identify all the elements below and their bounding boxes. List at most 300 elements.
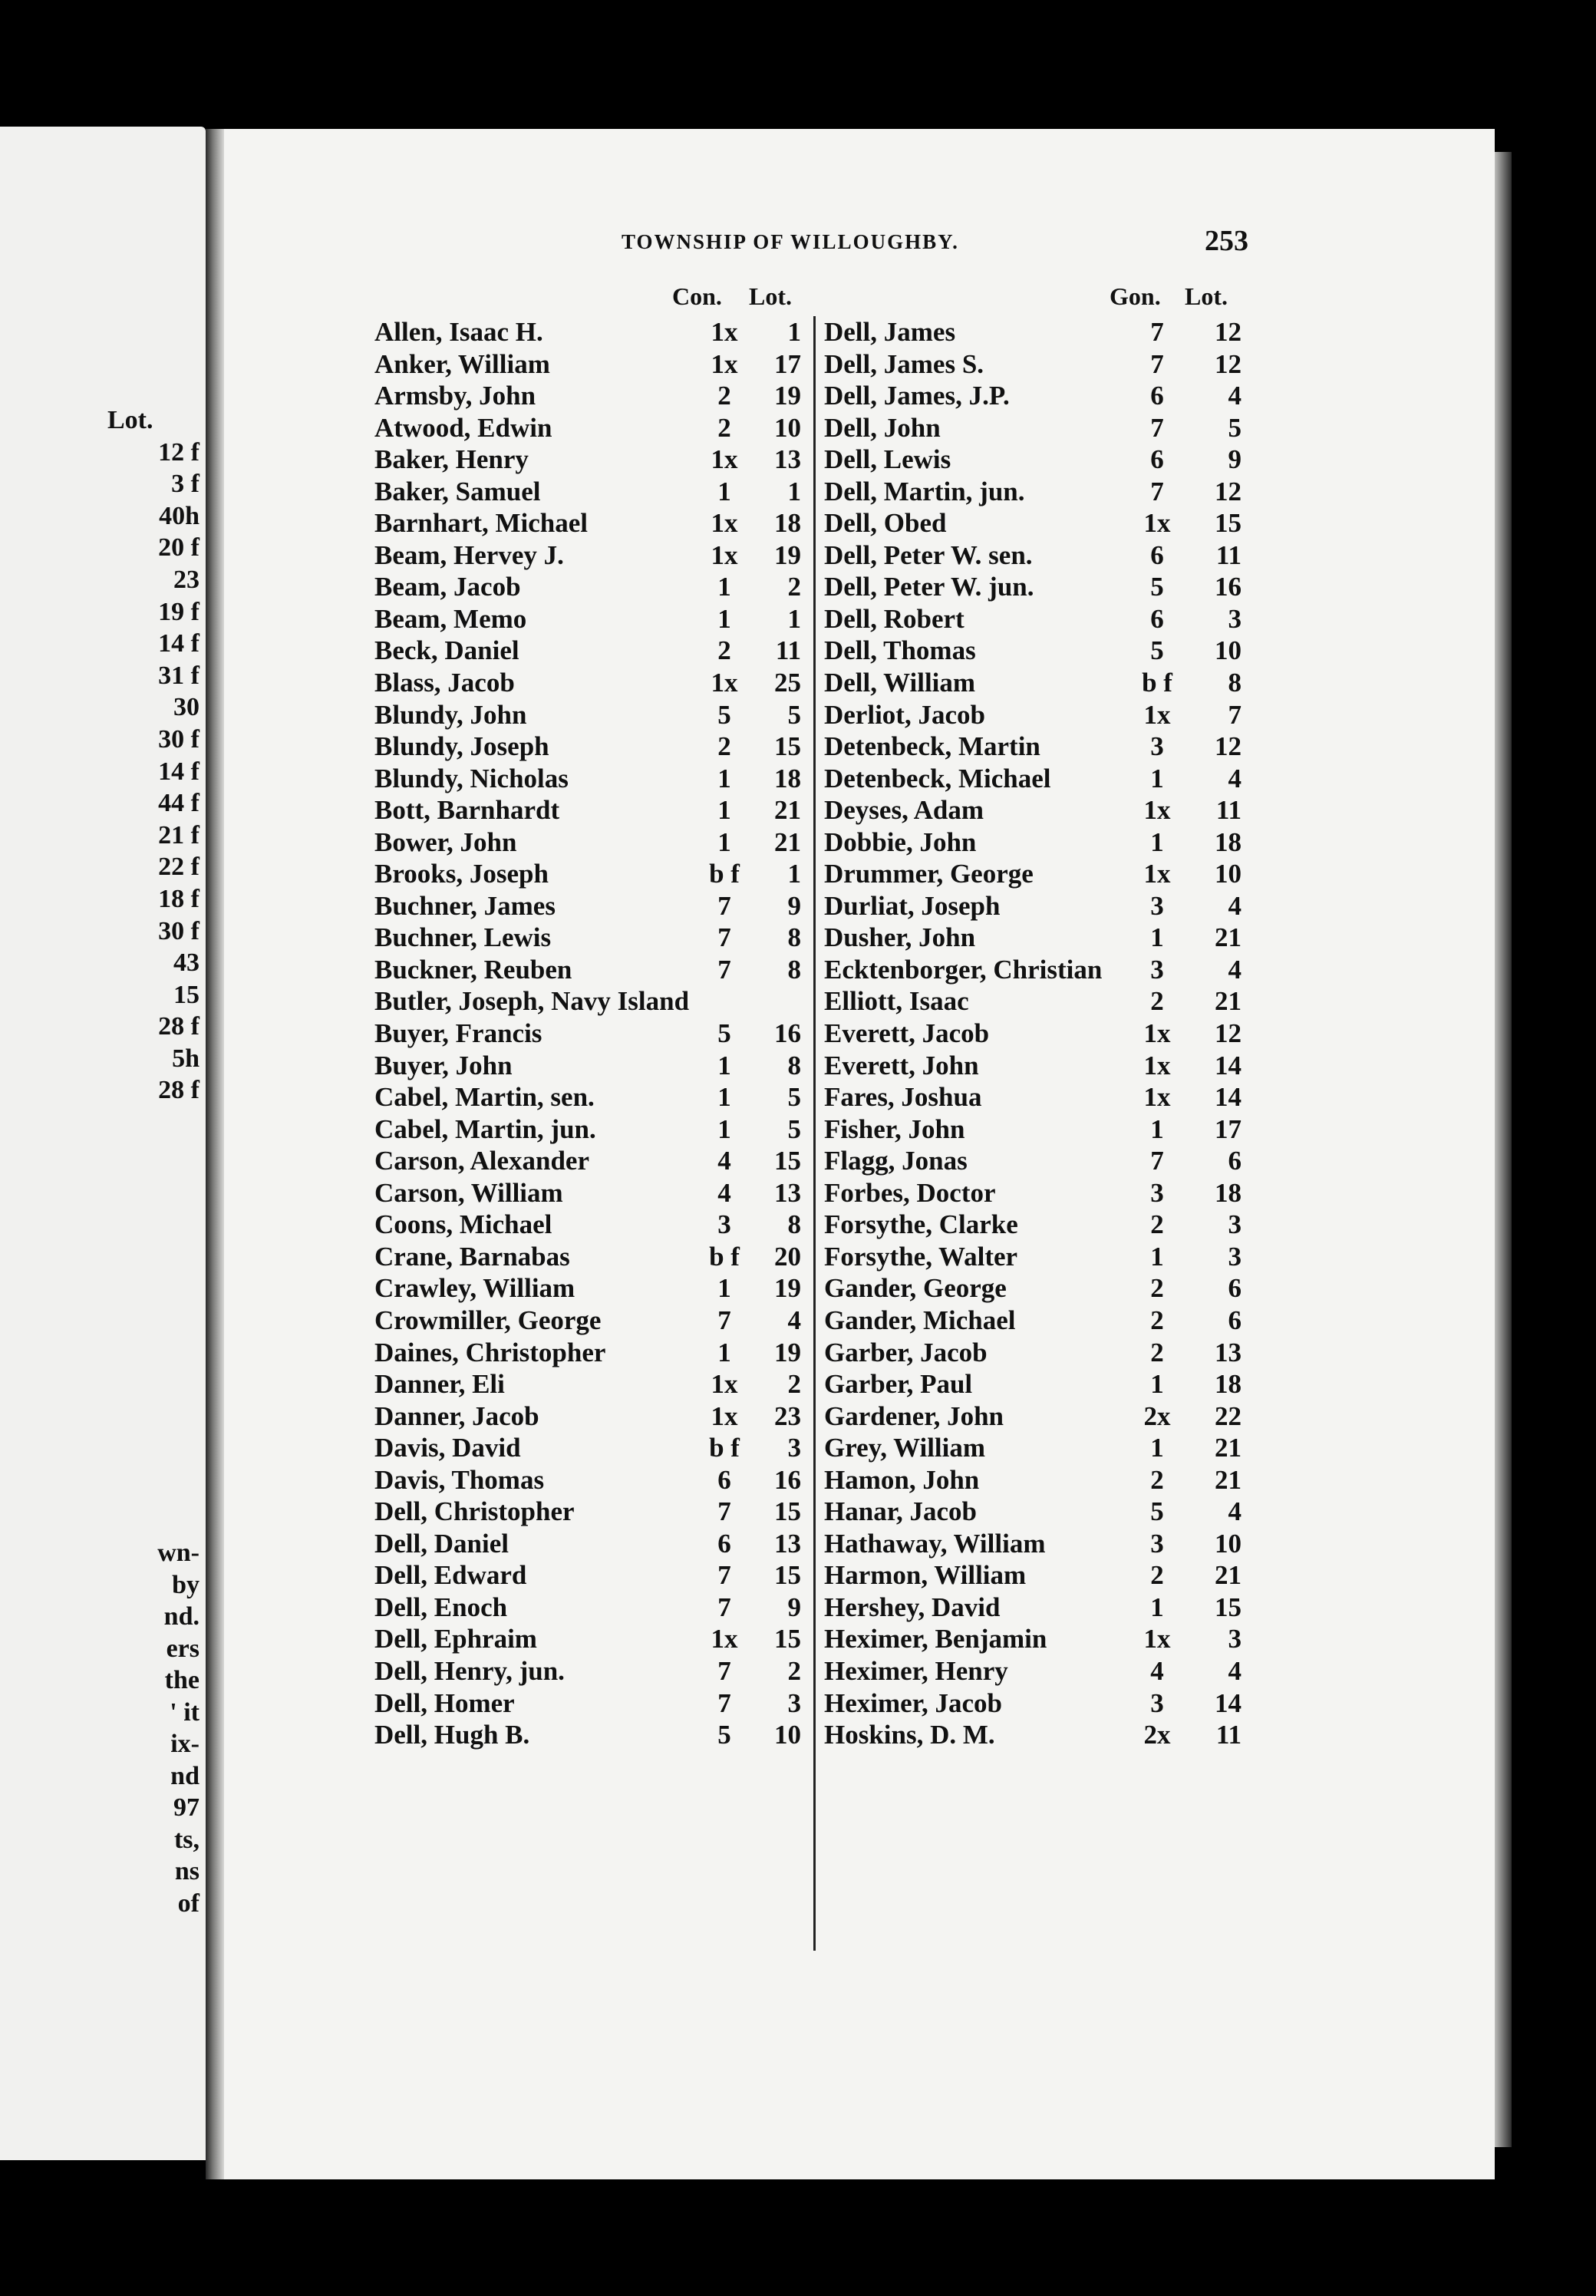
table-row xyxy=(374,1209,818,1241)
lot-value: 12 xyxy=(1215,1018,1242,1049)
table-row xyxy=(374,1655,818,1687)
table-row xyxy=(374,794,818,826)
concession-value: 1x xyxy=(1143,859,1171,889)
lot-value: 12 xyxy=(1215,317,1242,347)
table-row xyxy=(824,1018,1261,1050)
concession-value: 7 xyxy=(1150,476,1164,506)
lot-value: 20 xyxy=(774,1241,801,1272)
left-page-text-fragment: by xyxy=(172,1570,200,1599)
lot-value: 9 xyxy=(787,890,801,921)
concession-value: 1 xyxy=(1150,1113,1164,1144)
left-page-text-fragment: wn- xyxy=(157,1539,200,1567)
table-row xyxy=(374,1368,818,1400)
resident-name: Hamon, John xyxy=(824,1464,980,1495)
concession-value: 1x xyxy=(1143,1082,1171,1113)
concession-value: 1 xyxy=(717,476,731,506)
table-row xyxy=(374,635,818,667)
lot-header: Lot. xyxy=(1185,282,1228,310)
concession-value: 2x xyxy=(1143,1400,1171,1431)
concession-value: 1x xyxy=(1143,699,1171,730)
lot-value: 5 xyxy=(787,1082,801,1113)
resident-name: Hershey, David xyxy=(824,1592,1001,1622)
table-row xyxy=(824,1272,1261,1305)
lot-value: 19 xyxy=(774,381,801,411)
left-page-lot-header: Lot. xyxy=(107,406,153,434)
resident-name: Forbes, Doctor xyxy=(824,1177,996,1208)
concession-value: 2 xyxy=(1150,1209,1164,1240)
concession-value: 7 xyxy=(717,1687,731,1718)
resident-name: Baker, Samuel xyxy=(374,476,541,506)
lot-value: 10 xyxy=(1215,635,1242,666)
resident-name: Armsby, John xyxy=(374,381,536,411)
lot-value: 15 xyxy=(774,1624,801,1654)
table-row xyxy=(824,316,1261,348)
right-column-rows xyxy=(824,316,1261,1751)
table-row xyxy=(824,1145,1261,1177)
lot-value: 3 xyxy=(1228,603,1242,634)
left-page-lot-value: 40h xyxy=(159,501,200,530)
lot-value: 25 xyxy=(774,668,801,698)
left-page-lot-value: 18 f xyxy=(158,884,200,913)
concession-value: 4 xyxy=(717,1146,731,1176)
resident-name: Crawley, William xyxy=(374,1273,575,1304)
table-row xyxy=(374,507,818,539)
lot-value: 18 xyxy=(774,508,801,539)
concession-value: 1 xyxy=(717,795,731,826)
concession-value: 6 xyxy=(1150,381,1164,411)
right-column xyxy=(824,282,1261,1751)
resident-name: Everett, Jacob xyxy=(824,1018,990,1049)
resident-name: Hanar, Jacob xyxy=(824,1496,978,1527)
lot-value: 3 xyxy=(787,1687,801,1718)
table-row xyxy=(824,858,1261,890)
left-page-lot-value: 30 f xyxy=(158,724,200,754)
table-row xyxy=(824,1337,1261,1369)
table-row xyxy=(374,699,818,731)
resident-name: Harmon, William xyxy=(824,1560,1027,1591)
concession-value: 1x xyxy=(1143,1018,1171,1049)
concession-value: 7 xyxy=(1150,412,1164,443)
concession-value: 1x xyxy=(1143,1624,1171,1654)
lot-value: 1 xyxy=(787,476,801,506)
table-row xyxy=(374,1464,818,1496)
left-page-text-fragment: ts, xyxy=(173,1825,200,1854)
resident-name: Crowmiller, George xyxy=(374,1305,602,1335)
table-row xyxy=(374,858,818,890)
left-page-lot-value: 30 xyxy=(173,693,200,722)
lot-value: 4 xyxy=(1228,763,1242,793)
concession-value: 2 xyxy=(717,731,731,762)
concession-value: 3 xyxy=(1150,954,1164,985)
concession-value: 2 xyxy=(1150,1273,1164,1304)
lot-value: 10 xyxy=(1215,859,1242,889)
concession-value: 1 xyxy=(717,603,731,634)
resident-name: Dell, Lewis xyxy=(824,444,951,475)
resident-name: Dell, James, J.P. xyxy=(824,381,1010,411)
table-row xyxy=(374,1400,818,1433)
resident-name: Buyer, John xyxy=(374,1050,513,1080)
concession-value: 1 xyxy=(1150,1241,1164,1272)
left-page-lot-value: 23 xyxy=(173,565,200,594)
concession-value: 5 xyxy=(1150,635,1164,666)
concession-value: 3 xyxy=(717,1209,731,1240)
lot-value: 8 xyxy=(1228,668,1242,698)
left-page-lot-value: 19 f xyxy=(158,597,200,626)
table-row xyxy=(824,922,1261,954)
lot-value: 6 xyxy=(1228,1305,1242,1335)
concession-value: 1x xyxy=(1143,508,1171,539)
resident-name: Allen, Isaac H. xyxy=(374,317,543,347)
lot-value: 21 xyxy=(774,795,801,826)
lot-value: 3 xyxy=(1228,1241,1242,1272)
resident-name: Grey, William xyxy=(824,1433,986,1463)
table-row xyxy=(374,1496,818,1528)
resident-name: Brooks, Joseph xyxy=(374,859,549,889)
lot-value: 1 xyxy=(787,317,801,347)
table-row xyxy=(374,1081,818,1113)
lot-value: 11 xyxy=(1215,539,1242,570)
lot-value: 8 xyxy=(787,1050,801,1080)
concession-value: 2 xyxy=(1150,986,1164,1017)
table-row xyxy=(374,985,818,1018)
resident-name: Heximer, Benjamin xyxy=(824,1624,1047,1654)
table-row xyxy=(374,1272,818,1305)
resident-name: Davis, David xyxy=(374,1433,521,1463)
lot-value: 15 xyxy=(774,1146,801,1176)
resident-name: Anker, William xyxy=(374,348,550,379)
resident-name: Carson, Alexander xyxy=(374,1146,589,1176)
table-row xyxy=(824,1305,1261,1337)
table-row xyxy=(824,1400,1261,1433)
concession-value: 2 xyxy=(1150,1464,1164,1495)
lot-value: 17 xyxy=(1215,1113,1242,1144)
lot-value: 12 xyxy=(1215,731,1242,762)
concession-value: 1 xyxy=(717,763,731,793)
resident-name: Beam, Memo xyxy=(374,603,527,634)
table-row xyxy=(824,1209,1261,1241)
resident-name: Fisher, John xyxy=(824,1113,965,1144)
left-page-lot-list xyxy=(107,437,200,1107)
table-row xyxy=(374,1018,818,1050)
concession-value: 1x xyxy=(1143,795,1171,826)
concession-value: 1 xyxy=(1150,1369,1164,1400)
resident-name: Forsythe, Clarke xyxy=(824,1209,1018,1240)
resident-name: Drummer, George xyxy=(824,859,1034,889)
lot-value: 11 xyxy=(775,635,801,666)
lot-value: 8 xyxy=(787,922,801,953)
lot-value: 15 xyxy=(774,1560,801,1591)
table-row xyxy=(824,539,1261,572)
lot-value: 10 xyxy=(774,412,801,443)
table-row xyxy=(824,890,1261,922)
table-row xyxy=(824,348,1261,381)
table-row xyxy=(374,1687,818,1720)
table-row xyxy=(374,1177,818,1209)
left-page-fragment-list xyxy=(107,1537,200,1919)
table-row xyxy=(374,412,818,444)
concession-value: 7 xyxy=(717,954,731,985)
lot-value: 16 xyxy=(1215,572,1242,602)
left-page-text-fragments xyxy=(107,1537,200,1919)
resident-name: Elliott, Isaac xyxy=(824,986,969,1017)
table-row xyxy=(824,667,1261,699)
resident-name: Hoskins, D. M. xyxy=(824,1720,995,1750)
table-row xyxy=(374,316,818,348)
lot-value: 18 xyxy=(1215,826,1242,857)
table-row xyxy=(374,1528,818,1560)
left-column-header xyxy=(374,282,818,316)
concession-value: 2 xyxy=(717,412,731,443)
lot-value: 16 xyxy=(774,1464,801,1495)
resident-name: Detenbeck, Martin xyxy=(824,731,1040,762)
lot-value: 6 xyxy=(1228,1146,1242,1176)
resident-name: Garber, Jacob xyxy=(824,1337,988,1367)
lot-value: 8 xyxy=(787,954,801,985)
concession-value: 1 xyxy=(717,826,731,857)
table-row xyxy=(824,444,1261,476)
lot-value: 10 xyxy=(774,1720,801,1750)
lot-value: 15 xyxy=(774,731,801,762)
left-column xyxy=(374,282,818,1751)
resident-name: Blundy, Joseph xyxy=(374,731,549,762)
resident-name: Dusher, John xyxy=(824,922,976,953)
resident-name: Dell, Hugh B. xyxy=(374,1720,530,1750)
concession-value: b f xyxy=(709,1241,740,1272)
left-page-lot-value: 28 f xyxy=(158,1076,200,1105)
resident-name: Dell, Daniel xyxy=(374,1528,509,1559)
table-row xyxy=(374,826,818,859)
table-row xyxy=(374,954,818,986)
resident-name: Dell, Robert xyxy=(824,603,965,634)
page-number: 253 xyxy=(1205,225,1248,257)
resident-name: Gander, George xyxy=(824,1273,1007,1304)
concession-value: 3 xyxy=(1150,1687,1164,1718)
resident-name: Blundy, Nicholas xyxy=(374,763,569,793)
concession-value: 3 xyxy=(1150,890,1164,921)
concession-value: 6 xyxy=(717,1464,731,1495)
page-gutter xyxy=(206,129,224,2179)
concession-value: 1 xyxy=(717,1273,731,1304)
concession-value: 6 xyxy=(1150,444,1164,475)
table-row xyxy=(824,1464,1261,1496)
resident-name: Buchner, James xyxy=(374,890,556,921)
resident-name: Buchner, Lewis xyxy=(374,922,552,953)
resident-name: Dell, James xyxy=(824,317,956,347)
concession-value: 5 xyxy=(717,699,731,730)
resident-name: Dobbie, John xyxy=(824,826,977,857)
resident-name: Dell, Ephraim xyxy=(374,1624,537,1654)
lot-value: 11 xyxy=(1215,1720,1242,1750)
resident-name: Garber, Paul xyxy=(824,1369,973,1400)
lot-value: 9 xyxy=(1228,444,1242,475)
resident-name: Flagg, Jonas xyxy=(824,1146,968,1176)
left-page-fragment xyxy=(0,127,206,2160)
resident-name: Dell, John xyxy=(824,412,941,443)
lot-value: 19 xyxy=(774,1273,801,1304)
concession-value: 7 xyxy=(1150,348,1164,379)
table-row xyxy=(824,1719,1261,1751)
resident-name: Dell, Peter W. jun. xyxy=(824,572,1034,602)
table-row xyxy=(374,1559,818,1592)
concession-value: 6 xyxy=(1150,603,1164,634)
table-row xyxy=(824,985,1261,1018)
resident-name: Detenbeck, Michael xyxy=(824,763,1051,793)
left-page-text-fragment: ix- xyxy=(170,1730,200,1758)
table-row xyxy=(824,380,1261,412)
concession-value: 7 xyxy=(1150,317,1164,347)
lot-value: 14 xyxy=(1215,1082,1242,1113)
table-row xyxy=(824,571,1261,603)
table-row xyxy=(374,380,818,412)
left-page-lot-value: 15 xyxy=(173,980,200,1009)
concession-value: 1 xyxy=(717,1050,731,1080)
resident-name: Hathaway, William xyxy=(824,1528,1046,1559)
table-row xyxy=(824,1081,1261,1113)
lot-value: 10 xyxy=(1215,1528,1242,1559)
lot-value: 4 xyxy=(787,1305,801,1335)
resident-name: Blass, Jacob xyxy=(374,668,515,698)
left-page-lot-value: 14 f xyxy=(158,629,200,658)
lot-value: 4 xyxy=(1228,1496,1242,1527)
left-page-lot-value: 31 f xyxy=(158,661,200,690)
table-row xyxy=(374,1050,818,1082)
table-row xyxy=(824,1368,1261,1400)
lot-value: 2 xyxy=(787,1369,801,1400)
lot-value: 21 xyxy=(1215,1464,1242,1495)
table-row xyxy=(824,794,1261,826)
concession-value: 2 xyxy=(1150,1560,1164,1591)
concession-value: 1x xyxy=(711,444,738,475)
table-row xyxy=(374,1432,818,1464)
table-row xyxy=(374,1241,818,1273)
lot-value: 19 xyxy=(774,1337,801,1367)
resident-name: Gander, Michael xyxy=(824,1305,1016,1335)
lot-value: 21 xyxy=(1215,1560,1242,1591)
table-row xyxy=(824,731,1261,763)
concession-value: 1x xyxy=(711,668,738,698)
left-page-text-fragment: of xyxy=(177,1889,200,1918)
concession-value: 1 xyxy=(1150,1433,1164,1463)
concession-value: 1x xyxy=(711,539,738,570)
concession-value: 1 xyxy=(1150,922,1164,953)
table-row xyxy=(374,476,818,508)
resident-name: Crane, Barnabas xyxy=(374,1241,570,1272)
lot-value: 1 xyxy=(787,603,801,634)
lot-value: 7 xyxy=(1228,699,1242,730)
concession-value: 1 xyxy=(717,1337,731,1367)
lot-value: 5 xyxy=(1228,412,1242,443)
resident-name: Dell, Homer xyxy=(374,1687,515,1718)
table-row xyxy=(824,1496,1261,1528)
resident-name: Bower, John xyxy=(374,826,517,857)
concession-value: b f xyxy=(709,859,740,889)
concession-value: 2 xyxy=(1150,1337,1164,1367)
table-row xyxy=(824,699,1261,731)
lot-value: 21 xyxy=(1215,922,1242,953)
left-page-lot-value: 21 f xyxy=(158,820,200,849)
concession-value: 1x xyxy=(711,1624,738,1654)
left-page-text-fragment: nd. xyxy=(163,1602,200,1631)
resident-name: Dell, Peter W. sen. xyxy=(824,539,1033,570)
lot-value: 13 xyxy=(774,1177,801,1208)
resident-name: Dell, Edward xyxy=(374,1560,527,1591)
lot-value: 3 xyxy=(787,1433,801,1463)
resident-name: Gardener, John xyxy=(824,1400,1004,1431)
concession-value: 5 xyxy=(717,1018,731,1049)
table-row xyxy=(374,571,818,603)
table-row xyxy=(824,1528,1261,1560)
concession-value: 2 xyxy=(717,635,731,666)
concession-value: b f xyxy=(1142,668,1172,698)
resident-name: Derliot, Jacob xyxy=(824,699,985,730)
table-row xyxy=(374,922,818,954)
concession-value: 1 xyxy=(1150,826,1164,857)
resident-name: Daines, Christopher xyxy=(374,1337,606,1367)
left-page-text-fragment: ns xyxy=(174,1857,200,1885)
con-header: Con. xyxy=(672,282,722,310)
table-row xyxy=(824,1432,1261,1464)
table-row xyxy=(824,1241,1261,1273)
lot-value: 3 xyxy=(1228,1209,1242,1240)
left-page-text-fragment: the xyxy=(164,1666,200,1694)
resident-name: Everett, John xyxy=(824,1050,979,1080)
concession-value: 5 xyxy=(1150,1496,1164,1527)
resident-name: Fares, Joshua xyxy=(824,1082,982,1113)
resident-name: Dell, Thomas xyxy=(824,635,976,666)
resident-name: Buckner, Reuben xyxy=(374,954,572,985)
table-row xyxy=(824,1592,1261,1624)
left-page-lot-value: 28 f xyxy=(158,1012,200,1041)
concession-value: 7 xyxy=(1150,1146,1164,1176)
concession-value: 7 xyxy=(717,1496,731,1527)
resident-name: Beck, Daniel xyxy=(374,635,519,666)
lot-value: 13 xyxy=(774,444,801,475)
lot-value: 4 xyxy=(1228,954,1242,985)
table-row xyxy=(824,1623,1261,1655)
lot-value: 4 xyxy=(1228,381,1242,411)
concession-value: 7 xyxy=(717,922,731,953)
lot-value: 12 xyxy=(1215,476,1242,506)
left-page-text-fragment: ' it xyxy=(170,1697,200,1727)
concession-value: 1x xyxy=(711,508,738,539)
lot-value: 12 xyxy=(1215,348,1242,379)
resident-name: Butler, Joseph, Navy Island xyxy=(374,986,690,1017)
table-row xyxy=(824,603,1261,635)
concession-value: 2 xyxy=(717,381,731,411)
concession-value: 4 xyxy=(1150,1655,1164,1686)
table-row xyxy=(824,1655,1261,1687)
lot-value: 18 xyxy=(774,763,801,793)
concession-value: 6 xyxy=(717,1528,731,1559)
resident-name: Deyses, Adam xyxy=(824,795,984,826)
table-row xyxy=(374,348,818,381)
resident-name: Dell, Obed xyxy=(824,508,947,539)
table-row xyxy=(374,763,818,795)
resident-name: Heximer, Jacob xyxy=(824,1687,1002,1718)
lot-value: 4 xyxy=(1228,1655,1242,1686)
lot-value: 21 xyxy=(1215,986,1242,1017)
concession-value: 1 xyxy=(717,1113,731,1144)
lot-header: Lot. xyxy=(749,282,792,310)
lot-value: 2 xyxy=(787,1655,801,1686)
lot-value: 9 xyxy=(787,1592,801,1622)
concession-value: 1 xyxy=(1150,763,1164,793)
resident-name: Dell, William xyxy=(824,668,976,698)
resident-name: Davis, Thomas xyxy=(374,1464,545,1495)
page-edge-shadow xyxy=(1495,152,1512,2147)
concession-value: 3 xyxy=(1150,1528,1164,1559)
lot-value: 14 xyxy=(1215,1687,1242,1718)
